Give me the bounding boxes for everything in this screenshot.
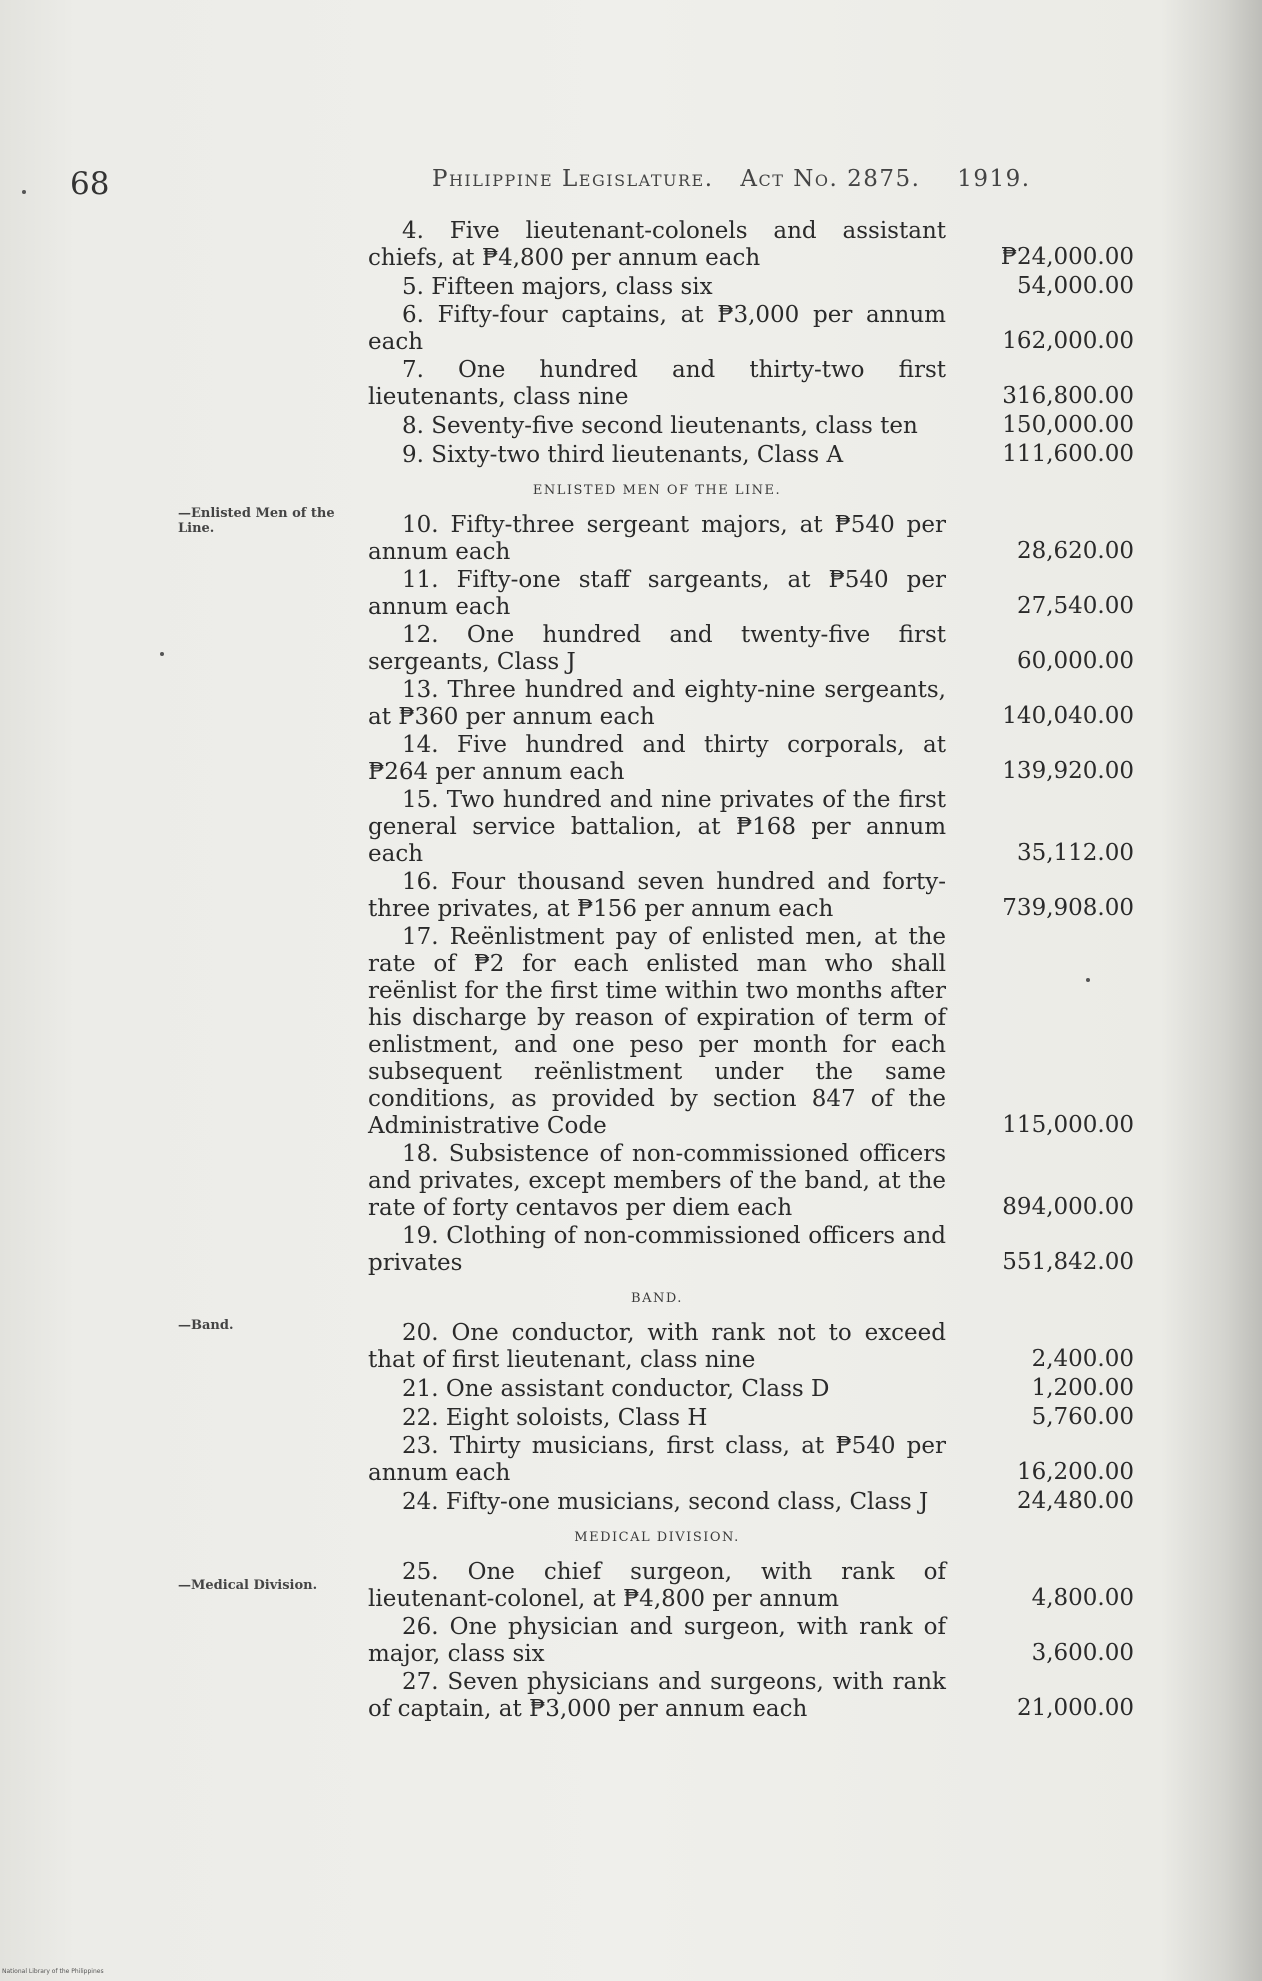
item-amount: 115,000.00 bbox=[1002, 1112, 1134, 1138]
appropriation-item bbox=[368, 1375, 1134, 1403]
appropriation-item bbox=[368, 1223, 1134, 1277]
speck-mark bbox=[22, 190, 26, 194]
speck-mark bbox=[160, 652, 164, 656]
item-amount: 60,000.00 bbox=[1016, 648, 1134, 674]
item-text: 14. Five hundred and thirty corporals, at ₱264 per annum each bbox=[368, 732, 946, 785]
appropriation-item bbox=[368, 1404, 1134, 1432]
header-year: 1919. bbox=[957, 166, 1031, 192]
item-amount: 21,000.00 bbox=[1016, 1695, 1134, 1721]
band-list bbox=[368, 1320, 1134, 1516]
item-text: 13. Three hundred and eighty-nine sergeants, at ₱360 per annum each bbox=[368, 677, 946, 730]
item-text: 22. Eight soloists, Class H bbox=[402, 1405, 708, 1431]
running-header bbox=[432, 166, 1031, 192]
enlisted-list bbox=[368, 512, 1134, 1277]
item-text: 16. Four thousand seven hundred and forty-three privates, at ₱156 per annum each bbox=[368, 869, 946, 922]
appropriation-item bbox=[368, 302, 1134, 356]
appropriation-item bbox=[368, 1614, 1134, 1668]
medical-list bbox=[368, 1559, 1134, 1723]
margin-note-band: —Band. bbox=[178, 1318, 234, 1333]
appropriation-item bbox=[368, 1320, 1134, 1374]
appropriation-item bbox=[368, 357, 1134, 411]
appropriation-item bbox=[368, 512, 1134, 566]
item-amount: 139,920.00 bbox=[1002, 758, 1134, 784]
item-amount: 54,000.00 bbox=[1016, 273, 1134, 299]
page-number: 68 bbox=[70, 166, 110, 202]
appropriation-item bbox=[368, 273, 1134, 301]
item-amount: ₱24,000.00 bbox=[1000, 244, 1134, 270]
item-text: 11. Fifty-one staff sargeants, at ₱540 per annum each bbox=[368, 567, 946, 620]
heading-enlisted: ENLISTED MEN OF THE LINE. bbox=[532, 483, 782, 498]
appropriation-item bbox=[368, 677, 1134, 731]
item-amount: 16,200.00 bbox=[1016, 1459, 1134, 1485]
item-amount: 35,112.00 bbox=[1016, 840, 1134, 866]
appropriation-item bbox=[368, 1559, 1134, 1613]
appropriation-item bbox=[368, 1669, 1134, 1723]
item-amount: 316,800.00 bbox=[1002, 383, 1134, 409]
appropriation-item bbox=[368, 1141, 1134, 1222]
header-act: Act No. 2875. bbox=[740, 166, 921, 192]
appropriation-item bbox=[368, 218, 1134, 272]
item-text: 21. One assistant conductor, Class D bbox=[402, 1376, 830, 1402]
appropriation-item bbox=[368, 412, 1134, 440]
item-text: 12. One hundred and twenty-five first sergeants, Class J bbox=[368, 622, 946, 675]
appropriation-item bbox=[368, 787, 1134, 868]
appropriation-item bbox=[368, 869, 1134, 923]
item-text: 18. Subsistence of non-commissioned officers and privates, except members of the band, at the rate of forty centavos per diem each bbox=[368, 1141, 946, 1221]
appropriation-item bbox=[368, 1488, 1134, 1516]
item-text: 26. One physician and surgeon, with rank of major, class six bbox=[368, 1614, 946, 1667]
item-text: 7. One hundred and thirty-two first lieutenants, class nine bbox=[368, 357, 946, 410]
item-amount: 3,600.00 bbox=[1031, 1640, 1134, 1666]
appropriation-item bbox=[368, 441, 1134, 469]
heading-band: BAND. bbox=[631, 1291, 683, 1306]
item-text: 6. Fifty-four captains, at ₱3,000 per annum each bbox=[368, 302, 946, 355]
item-amount: 28,620.00 bbox=[1016, 538, 1134, 564]
item-text: 15. Two hundred and nine privates of the first general service battalion, at ₱168 per annum each bbox=[368, 787, 946, 867]
appropriation-item bbox=[368, 924, 1134, 1140]
item-amount: 111,600.00 bbox=[1002, 441, 1134, 467]
header-legislature: Philippine Legislature. bbox=[432, 166, 714, 192]
appropriation-item bbox=[368, 732, 1134, 786]
officers-list bbox=[368, 218, 1134, 469]
item-text: 4. Five lieutenant-colonels and assistant chiefs, at ₱4,800 per annum each bbox=[368, 218, 946, 271]
item-text: 20. One conductor, with rank not to exceed that of first lieutenant, class nine bbox=[368, 1320, 946, 1373]
item-amount: 162,000.00 bbox=[1002, 328, 1134, 354]
item-text: 23. Thirty musicians, first class, at ₱540 per annum each bbox=[368, 1433, 946, 1486]
item-amount: 894,000.00 bbox=[1002, 1194, 1134, 1220]
item-text: 24. Fifty-one musicians, second class, Class J bbox=[402, 1489, 929, 1515]
item-amount: 4,800.00 bbox=[1031, 1585, 1134, 1611]
appropriation-item bbox=[368, 567, 1134, 621]
item-amount: 551,842.00 bbox=[1002, 1249, 1134, 1275]
item-text: 9. Sixty-two third lieutenants, Class A bbox=[402, 442, 844, 468]
item-amount: 27,540.00 bbox=[1016, 593, 1134, 619]
item-text: 25. One chief surgeon, with rank of lieutenant-colonel, at ₱4,800 per annum bbox=[368, 1559, 946, 1612]
item-amount: 2,400.00 bbox=[1031, 1346, 1134, 1372]
item-text: 27. Seven physicians and surgeons, with rank of captain, at ₱3,000 per annum each bbox=[368, 1669, 946, 1722]
item-text: 10. Fifty-three sergeant majors, at ₱540 per annum each bbox=[368, 512, 946, 565]
margin-note-enlisted: —Enlisted Men of the Line. bbox=[178, 506, 335, 536]
footer-credit: National Library of the Philippines bbox=[2, 1968, 104, 1975]
margin-note-medical: —Medical Division. bbox=[178, 1578, 318, 1593]
item-text: 5. Fifteen majors, class six bbox=[402, 274, 713, 300]
item-amount: 739,908.00 bbox=[1002, 895, 1134, 921]
item-text: 19. Clothing of non-commissioned officers and privates bbox=[368, 1223, 946, 1276]
document-body bbox=[368, 218, 1134, 1724]
item-amount: 150,000.00 bbox=[1002, 412, 1134, 438]
item-amount: 5,760.00 bbox=[1031, 1404, 1134, 1430]
item-amount: 24,480.00 bbox=[1016, 1488, 1134, 1514]
item-text: 8. Seventy-five second lieutenants, class ten bbox=[402, 413, 918, 439]
heading-medical: MEDICAL DIVISION. bbox=[574, 1530, 740, 1545]
appropriation-item bbox=[368, 622, 1134, 676]
item-amount: 1,200.00 bbox=[1031, 1375, 1134, 1401]
item-amount: 140,040.00 bbox=[1002, 703, 1134, 729]
item-text: 17. Reënlistment pay of enlisted men, at the rate of ₱2 for each enlisted man who shall reënlist for the first time within two months after his discharge by reason of expiration of term of enlistment, and one peso per month for each subsequent reënlistment under the same conditions, as provided by section 847 of the Administrative Code bbox=[368, 924, 946, 1139]
appropriation-item bbox=[368, 1433, 1134, 1487]
